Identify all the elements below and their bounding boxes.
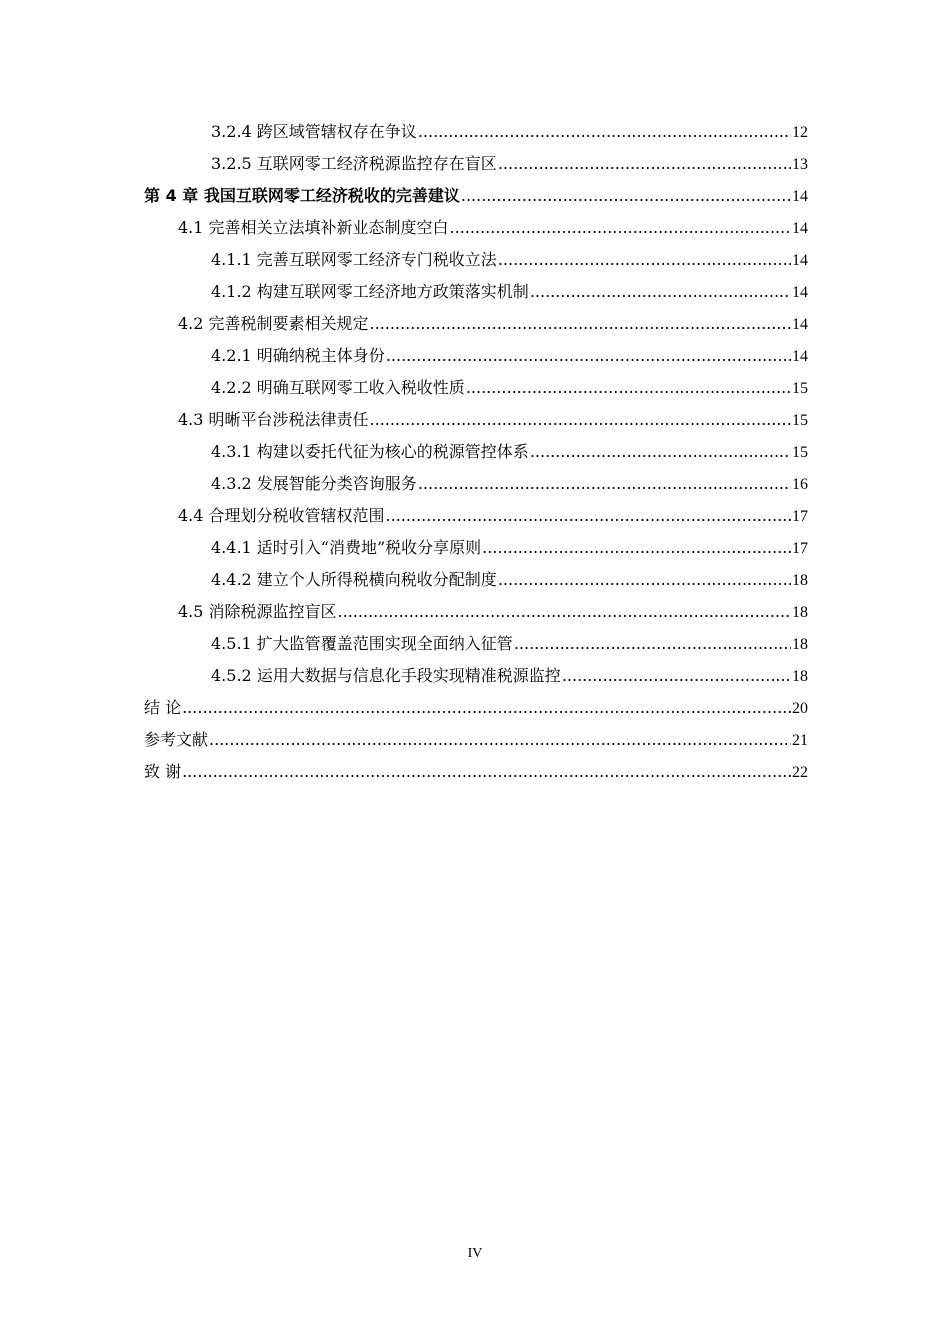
toc-dot-leader — [418, 468, 791, 500]
toc-entry[interactable] — [144, 628, 808, 660]
page-number: IV — [467, 1246, 483, 1261]
toc-entry-title: 4.2 完善税制要素相关规定 — [178, 314, 369, 333]
toc-entry-title: 结 论 — [144, 698, 182, 717]
toc-entry[interactable] — [144, 180, 808, 212]
toc-entry[interactable] — [144, 276, 808, 308]
toc-dot-leader — [450, 212, 791, 244]
toc-entry-title: 3.2.4 跨区域管辖权存在争议 — [211, 122, 417, 141]
toc-entry-title: 4.5 消除税源监控盲区 — [178, 602, 337, 621]
toc-entry[interactable] — [144, 116, 808, 148]
toc-dot-leader — [418, 116, 791, 148]
toc-entry[interactable] — [144, 308, 808, 340]
toc-entry-page: 22 — [792, 764, 808, 781]
toc-entry-title: 4.1.2 构建互联网零工经济地方政策落实机制 — [211, 282, 529, 301]
toc-entry-page: 12 — [792, 124, 808, 141]
toc-dot-leader — [530, 276, 791, 308]
toc-dot-leader — [182, 756, 791, 788]
toc-entry[interactable] — [144, 372, 808, 404]
toc-entry[interactable] — [144, 756, 808, 788]
toc-dot-leader — [466, 372, 791, 404]
toc-dot-leader — [386, 500, 791, 532]
toc-entry-page: 21 — [792, 732, 808, 749]
toc-entry-page: 14 — [792, 316, 808, 333]
toc-entry-title: 4.3.2 发展智能分类咨询服务 — [211, 474, 417, 493]
toc-dot-leader — [514, 628, 791, 660]
toc-entry-page: 18 — [792, 572, 808, 589]
toc-entry-page: 16 — [792, 476, 808, 493]
toc-dot-leader — [338, 596, 791, 628]
toc-dot-leader — [386, 340, 791, 372]
toc-dot-leader — [498, 244, 791, 276]
toc-dot-leader — [461, 180, 791, 212]
toc-entry[interactable] — [144, 564, 808, 596]
toc-entry[interactable] — [144, 244, 808, 276]
toc-entry-title: 4.3 明晰平台涉税法律责任 — [178, 410, 369, 429]
toc-entry-title: 4.3.1 构建以委托代征为核心的税源管控体系 — [211, 442, 529, 461]
toc-entry[interactable] — [144, 596, 808, 628]
toc-entry[interactable] — [144, 340, 808, 372]
toc-entry-title: 4.2.1 明确纳税主体身份 — [211, 346, 385, 365]
toc-entry-title: 参考文献 — [144, 730, 209, 749]
toc-dot-leader — [182, 692, 791, 724]
table-of-contents — [144, 116, 808, 788]
toc-entry[interactable] — [144, 692, 808, 724]
toc-dot-leader — [498, 564, 791, 596]
toc-dot-leader — [370, 308, 791, 340]
toc-entry-title: 4.5.1 扩大监管覆盖范围实现全面纳入征管 — [211, 634, 513, 653]
toc-entry-page: 14 — [792, 188, 808, 205]
toc-entry-page: 20 — [792, 700, 808, 717]
toc-entry-page: 13 — [792, 156, 808, 173]
toc-entry-page: 18 — [792, 668, 808, 685]
toc-dot-leader — [209, 724, 791, 756]
toc-entry-title: 3.2.5 互联网零工经济税源监控存在盲区 — [211, 154, 497, 173]
toc-entry-title: 4.2.2 明确互联网零工收入税收性质 — [211, 378, 465, 397]
toc-entry-title: 4.4.1 适时引入“消费地”税收分享原则 — [211, 538, 482, 557]
toc-entry-title: 4.1.1 完善互联网零工经济专门税收立法 — [211, 250, 497, 269]
toc-entry-page: 18 — [792, 604, 808, 621]
toc-entry-title: 4.4 合理划分税收管辖权范围 — [178, 506, 385, 525]
toc-entry[interactable] — [144, 500, 808, 532]
toc-entry-page: 17 — [792, 540, 808, 557]
toc-entry[interactable] — [144, 212, 808, 244]
toc-entry-page: 14 — [792, 348, 808, 365]
toc-entry-page: 15 — [792, 380, 808, 397]
toc-dot-leader — [482, 532, 791, 564]
toc-entry-title: 4.5.2 运用大数据与信息化手段实现精准税源监控 — [211, 666, 561, 685]
toc-entry-page: 14 — [792, 252, 808, 269]
toc-entry-page: 14 — [792, 220, 808, 237]
toc-entry[interactable] — [144, 660, 808, 692]
toc-entry-page: 15 — [792, 412, 808, 429]
toc-dot-leader — [530, 436, 791, 468]
toc-entry-title: 致 谢 — [144, 762, 182, 781]
toc-entry[interactable] — [144, 148, 808, 180]
toc-entry-page: 15 — [792, 444, 808, 461]
toc-dot-leader — [562, 660, 791, 692]
toc-entry-title: 4.1 完善相关立法填补新业态制度空白 — [178, 218, 449, 237]
toc-entry-page: 14 — [792, 284, 808, 301]
toc-entry-page: 17 — [792, 508, 808, 525]
toc-entry[interactable] — [144, 468, 808, 500]
toc-entry[interactable] — [144, 404, 808, 436]
toc-entry[interactable] — [144, 724, 808, 756]
toc-entry-title: 4.4.2 建立个人所得税横向税收分配制度 — [211, 570, 497, 589]
toc-dot-leader — [370, 404, 791, 436]
toc-entry[interactable] — [144, 436, 808, 468]
toc-entry[interactable] — [144, 532, 808, 564]
toc-entry-page: 18 — [792, 636, 808, 653]
toc-entry-title: 第 4 章 我国互联网零工经济税收的完善建议 — [144, 186, 460, 205]
toc-dot-leader — [498, 148, 791, 180]
